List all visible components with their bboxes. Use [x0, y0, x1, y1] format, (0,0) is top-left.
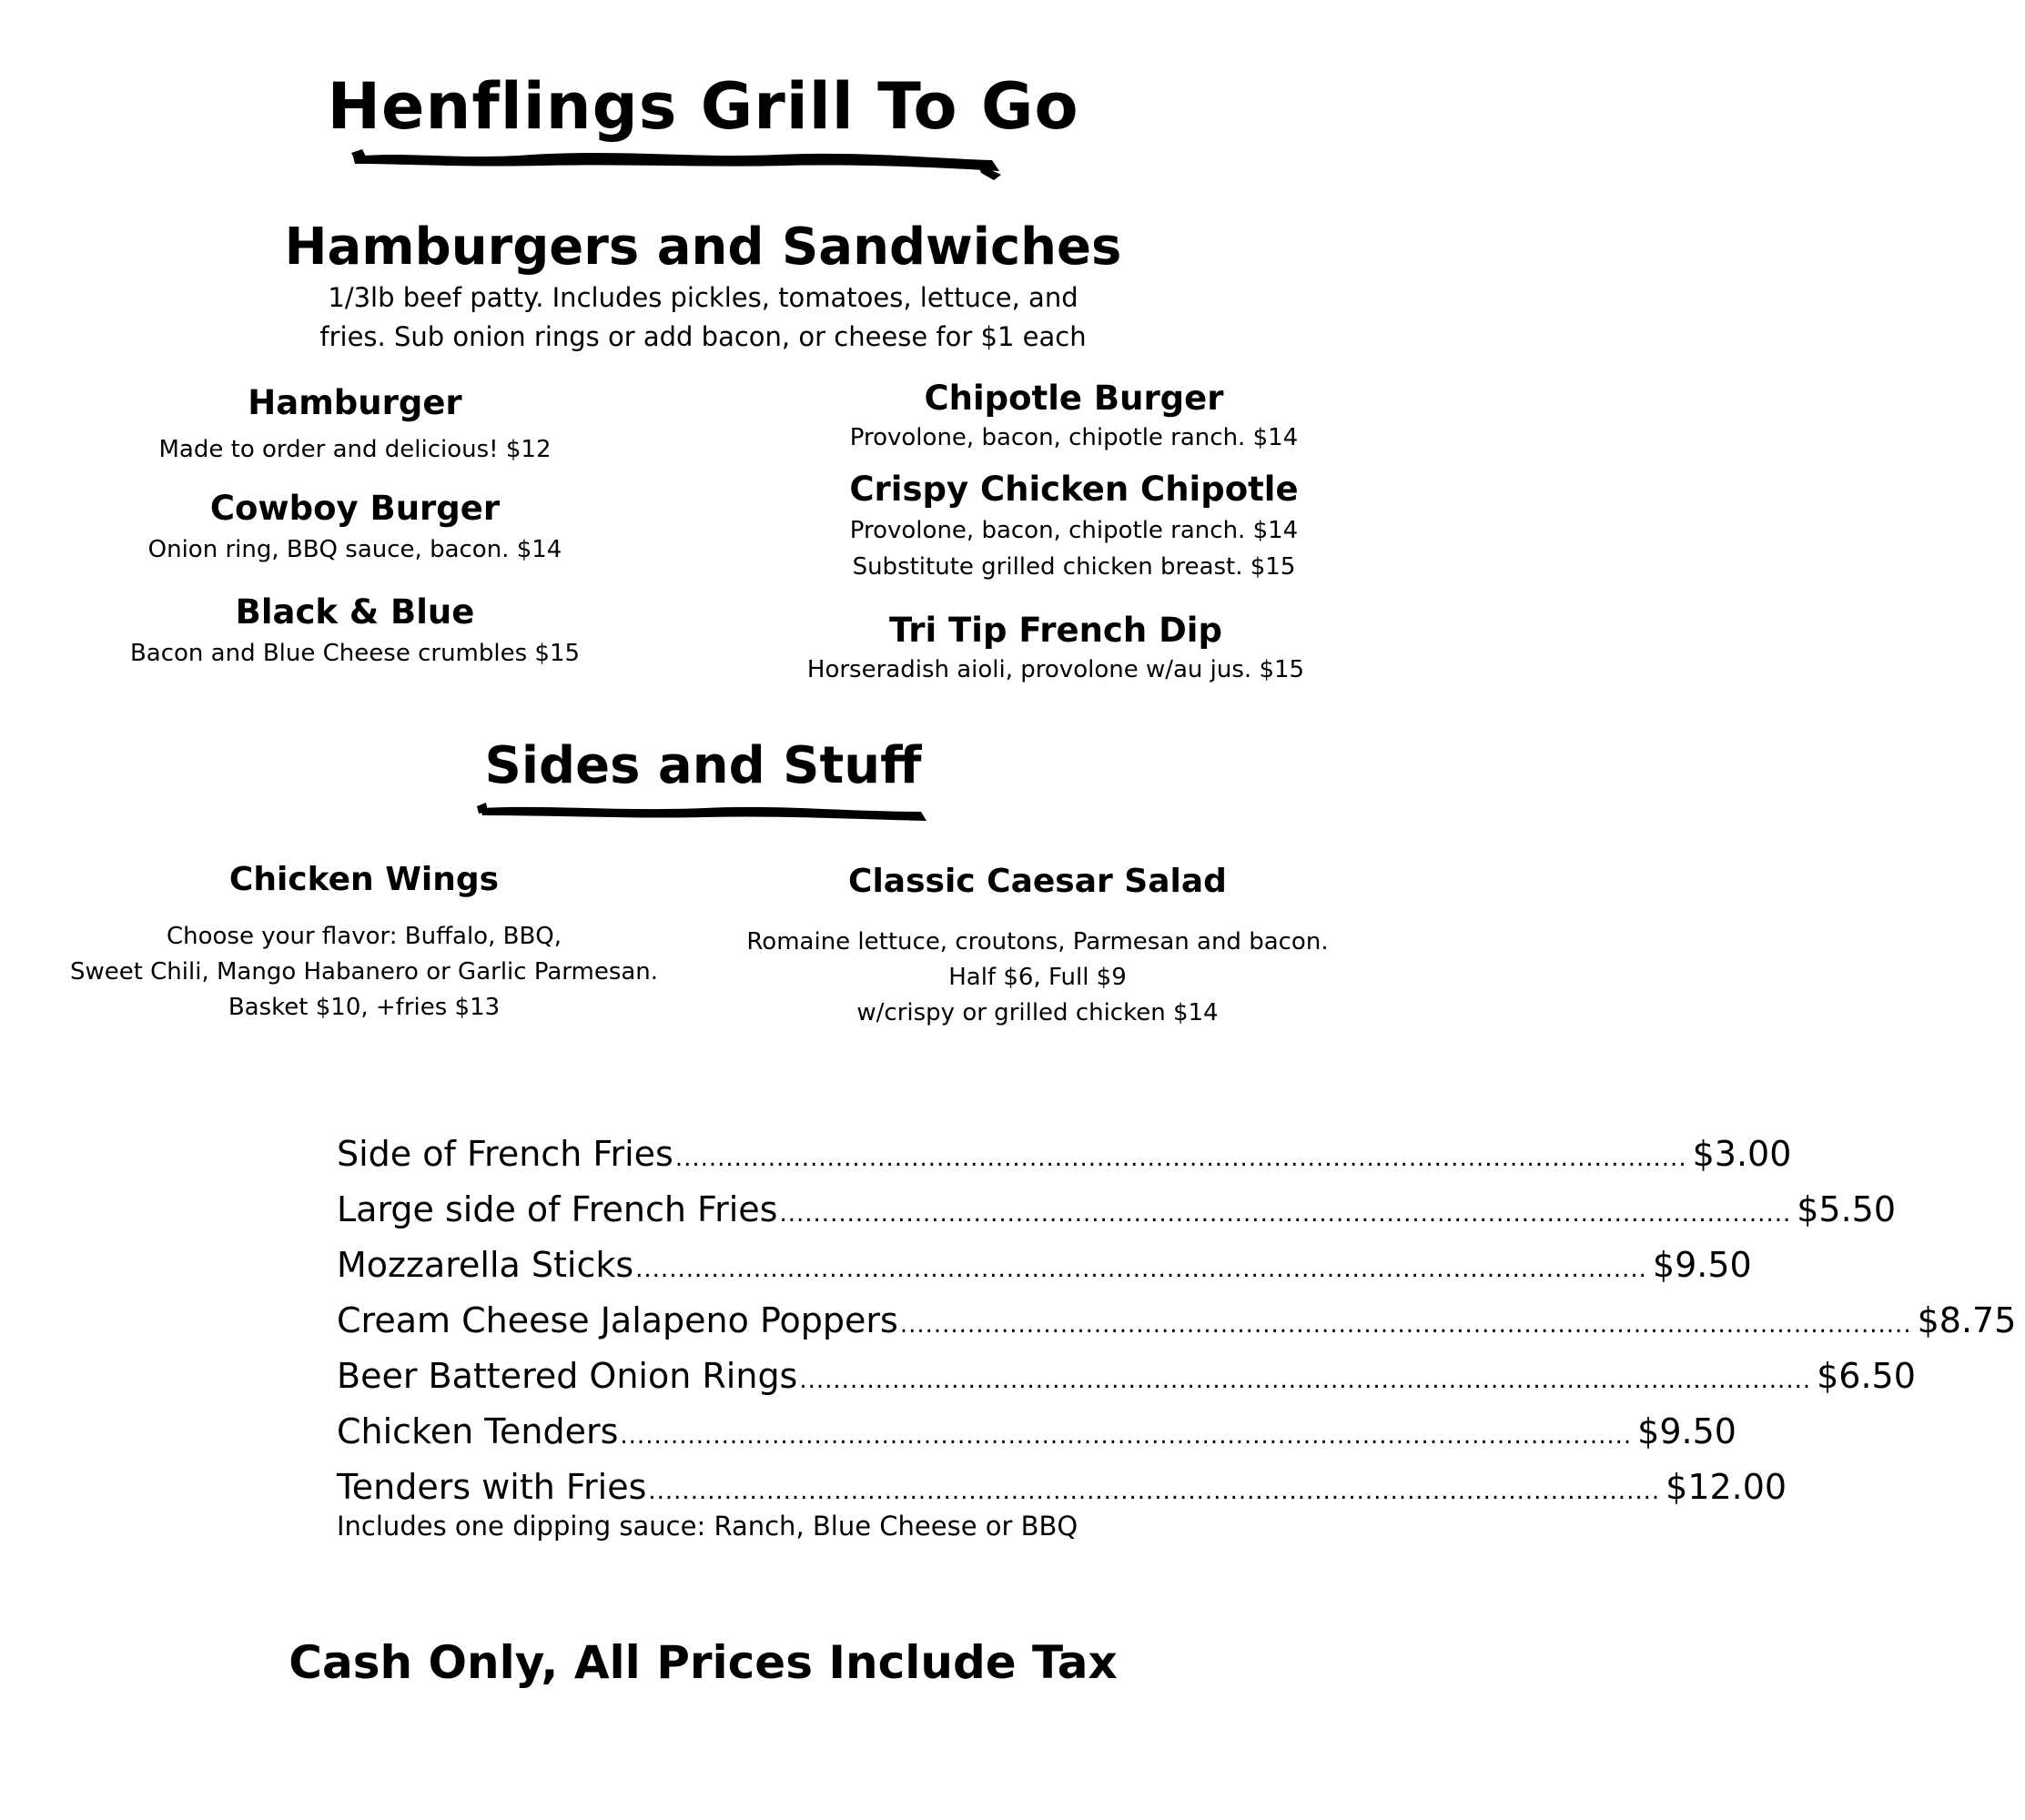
menu-item — [783, 610, 1329, 688]
item-name: Crispy Chicken Chipotle — [849, 470, 1299, 509]
item-desc: Horseradish aioli, provolone w/au jus. $15 — [806, 656, 1305, 683]
burgers-intro — [0, 278, 1406, 357]
menu-item — [801, 469, 1347, 585]
price-item-price: $12.00 — [1666, 1467, 1787, 1507]
price-row — [337, 1239, 1752, 1295]
dot-leader: ........................................................................................................................ — [648, 1478, 1661, 1505]
wings-item — [36, 859, 692, 1026]
burgers-intro-line: fries. Sub onion rings or add bacon, or cheese for $1 each — [319, 321, 1087, 352]
menu-item — [118, 488, 592, 568]
burgers-intro-line: 1/3lb beef patty. Includes pickles, tomatoes, lettuce, and — [328, 282, 1078, 313]
price-row — [337, 1406, 1736, 1461]
item-name: Chipotle Burger — [924, 379, 1224, 418]
price-item-name: Tenders with Fries — [337, 1467, 647, 1507]
item-desc: Choose your flavor: Buffalo, BBQ, — [166, 923, 562, 950]
dot-leader: ........................................................................................................................ — [799, 1367, 1812, 1394]
menu-item — [118, 592, 592, 672]
item-desc: Provolone, bacon, chipotle ranch. $14 — [849, 424, 1299, 451]
price-item-price: $3.00 — [1692, 1134, 1792, 1174]
price-item-price: $9.50 — [1637, 1411, 1736, 1451]
price-item-name: Side of French Fries — [337, 1134, 673, 1174]
burgers-heading: Hamburgers and Sandwiches — [284, 217, 1122, 277]
price-item-price: $6.50 — [1817, 1356, 1916, 1396]
item-desc: w/crispy or grilled chicken $14 — [856, 999, 1219, 1026]
item-desc: Basket $10, +fries $13 — [228, 994, 501, 1021]
item-desc: Romaine lettuce, croutons, Parmesan and bacon. — [746, 928, 1329, 956]
sides-brush-underline — [477, 801, 932, 828]
item-desc: Substitute grilled chicken breast. $15 — [852, 553, 1296, 581]
menu-item — [801, 378, 1347, 456]
sides-heading: Sides and Stuff — [484, 736, 922, 795]
dot-leader: ........................................................................................................................ — [635, 1256, 1647, 1283]
price-item-name: Beer Battered Onion Rings — [337, 1356, 798, 1396]
item-name: Tri Tip French Dip — [889, 611, 1222, 650]
item-name: Cowboy Burger — [209, 489, 501, 528]
price-item-name: Chicken Tenders — [337, 1411, 619, 1451]
item-desc: Provolone, bacon, chipotle ranch. $14 — [849, 517, 1299, 544]
item-name: Black & Blue — [235, 592, 475, 632]
item-desc: Made to order and delicious! $12 — [158, 436, 552, 463]
dot-leader: ........................................................................................................................ — [899, 1311, 1912, 1339]
price-row — [337, 1128, 1792, 1184]
menu-title: Henflings Grill To Go — [327, 69, 1079, 144]
menu-item — [118, 382, 592, 468]
dot-leader: ........................................................................................................................ — [620, 1422, 1633, 1450]
price-item-price: $8.75 — [1917, 1300, 2017, 1340]
item-desc: Onion ring, BBQ sauce, bacon. $14 — [147, 536, 562, 563]
price-item-name: Large side of French Fries — [337, 1189, 778, 1229]
price-row — [337, 1184, 1897, 1239]
price-item-name: Cream Cheese Jalapeno Poppers — [337, 1300, 898, 1340]
price-item-price: $9.50 — [1652, 1245, 1752, 1285]
price-row — [337, 1461, 1787, 1517]
price-row — [337, 1295, 2017, 1350]
item-name: Classic Caesar Salad — [848, 863, 1227, 900]
salad-item — [728, 861, 1347, 1031]
dot-leader: ........................................................................................................................ — [779, 1200, 1792, 1228]
item-name: Chicken Wings — [228, 861, 500, 898]
price-item-name: Mozzarella Sticks — [337, 1245, 634, 1285]
price-item-price: $5.50 — [1797, 1189, 1897, 1229]
item-desc: Half $6, Full $9 — [948, 964, 1127, 991]
dot-leader: ........................................................................................................................ — [674, 1145, 1687, 1172]
item-name: Hamburger — [248, 383, 462, 422]
sides-price-list — [337, 1128, 2017, 1517]
footer-notice: Cash Only, All Prices Include Tax — [289, 1636, 1118, 1689]
price-row — [337, 1350, 1916, 1406]
item-desc: Sweet Chili, Mango Habanero or Garlic Parmesan. — [69, 958, 659, 986]
item-desc: Bacon and Blue Cheese crumbles $15 — [129, 640, 581, 667]
dipping-sauce-note: Includes one dipping sauce: Ranch, Blue Cheese or BBQ — [337, 1511, 1078, 1542]
title-brush-underline — [349, 144, 1005, 182]
